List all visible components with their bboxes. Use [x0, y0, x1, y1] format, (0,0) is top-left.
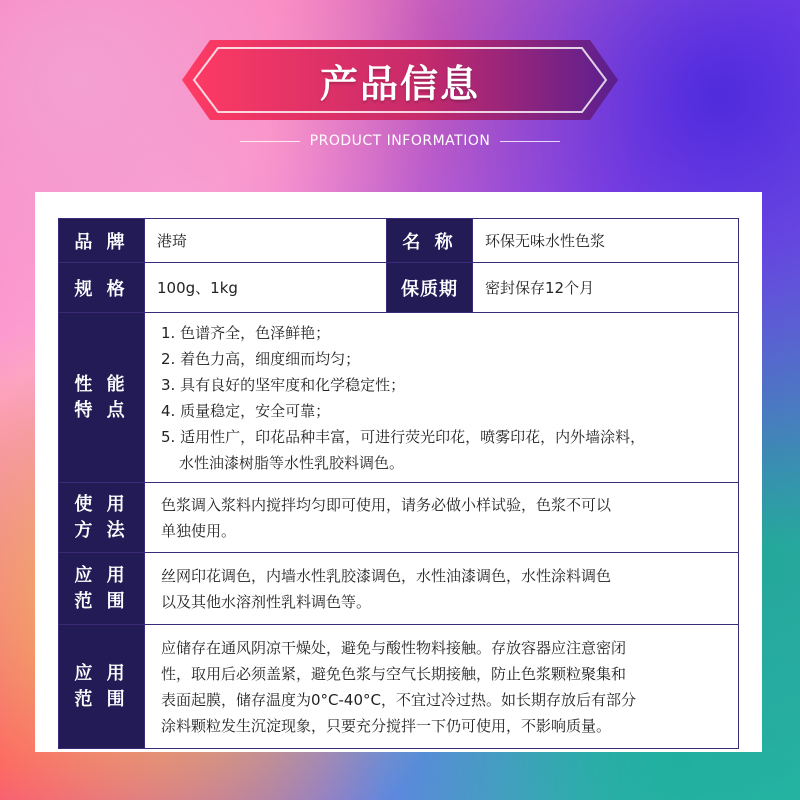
subtitle-right-line	[500, 141, 560, 142]
spec-value: 100g、1kg	[145, 263, 387, 313]
list-item: 1. 色谱齐全，色泽鲜艳；	[161, 323, 331, 342]
features-label: 性 能 特 点	[59, 313, 145, 483]
subtitle-left-line	[240, 141, 300, 142]
info-panel	[35, 192, 762, 752]
shelf-label: 保质期	[387, 263, 473, 313]
table-row-brand	[59, 219, 739, 263]
list-item: 水性油漆树脂等水性乳胶料调色。	[179, 453, 405, 472]
table-row-scope	[59, 553, 739, 625]
list-item: 2. 着色力高，细度细而均匀；	[161, 349, 361, 368]
table-row-features	[59, 313, 739, 483]
list-item: 4. 质量稳定，安全可靠；	[161, 401, 331, 420]
table-row-spec	[59, 263, 739, 313]
usage-label: 使 用 方 法	[59, 483, 145, 553]
list-item: 5. 适用性广，印花品种丰富，可进行荧光印花，喷雾印花，内外墙涂料，	[161, 427, 646, 446]
info-table	[58, 218, 739, 749]
scope-text: 丝网印花调色，内墙水性乳胶漆调色，水性油漆调色，水性涂料调色 以及其他水溶剂性乳料调色等。	[145, 553, 739, 625]
storage-label: 应 用 范 围	[59, 625, 145, 749]
page-title: 产品信息	[319, 61, 480, 106]
brand-value: 港琦	[145, 219, 387, 263]
subtitle	[0, 128, 800, 154]
scope-label: 应 用 范 围	[59, 553, 145, 625]
spec-label: 规 格	[59, 263, 145, 313]
table-row-storage	[59, 625, 739, 749]
shelf-value: 密封保存12个月	[473, 263, 739, 313]
table-row-usage	[59, 483, 739, 553]
features-list	[145, 313, 739, 483]
brand-label: 品 牌	[59, 219, 145, 263]
usage-text: 色浆调入浆料内搅拌均匀即可使用，请务必做小样试验，色浆不可以 单独使用。	[145, 483, 739, 553]
storage-text: 应储存在通风阴凉干燥处，避免与酸性物料接触。存放容器应注意密闭 性，取用后必须盖紧，避免色浆与空气长期接触，防止色浆颗粒聚集和 表面起膜，储存温度为0°C-40°C，不宜过冷过热。如长期存放后有部分 涂料颗粒发生沉淀现象，只要充分搅拌一下仍可使用，不影响质量。	[145, 625, 739, 749]
list-item: 3. 具有良好的坚牢度和化学稳定性；	[161, 375, 406, 394]
name-label: 名 称	[387, 219, 473, 263]
name-value: 环保无味水性色浆	[473, 219, 739, 263]
title-banner	[180, 38, 620, 122]
subtitle-text: PRODUCT INFORMATION	[309, 133, 491, 149]
